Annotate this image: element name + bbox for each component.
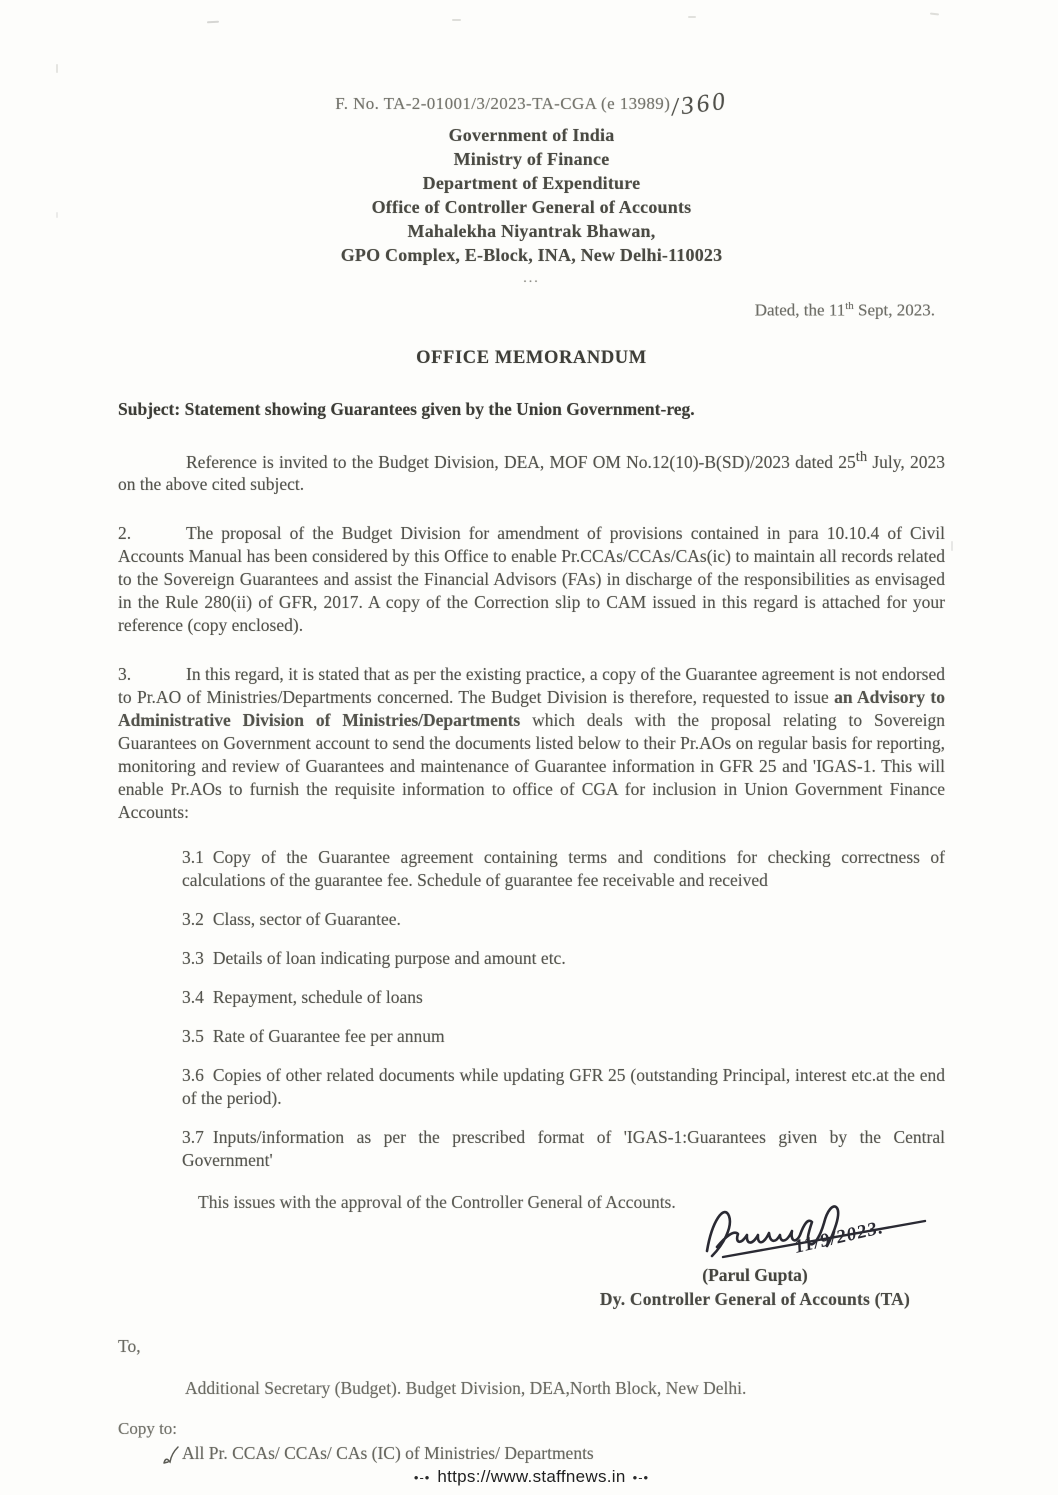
subject-line: Subject: Statement showing Guarantees given by the Union Government-reg. [118, 398, 695, 419]
paragraph-2-number: 2. [118, 523, 132, 544]
doc-title: OFFICE MEMORANDUM [416, 347, 647, 368]
date-prefix: Dated, the 11 [754, 300, 846, 320]
list-item [182, 846, 945, 892]
org-line-government: Government of India [448, 125, 615, 145]
copy-recipient-line [162, 1442, 945, 1465]
org-line-department: Department of Expenditure [422, 173, 641, 193]
list-item [182, 986, 945, 1009]
closing-line: This issues with the approval of the Controller General of Accounts. [198, 1192, 676, 1213]
list-item [182, 1025, 945, 1048]
to-label: To, [118, 1336, 141, 1357]
list-item-number: 3.7 [182, 1127, 204, 1148]
scan-artifact [56, 212, 58, 218]
list-item-text: Rate of Guarantee fee per annum [212, 1026, 445, 1047]
watermark-left-decor: •-• [413, 1470, 431, 1486]
ordinal-suffix: th [855, 448, 868, 465]
handwritten-file-suffix: /360 [670, 87, 730, 122]
recipient-line: Additional Secretary (Budget). Budget Division, DEA,North Block, New Delhi. [185, 1378, 747, 1399]
paragraph-2 [118, 522, 945, 637]
list-item-number: 3.2 [182, 909, 204, 930]
date-line [118, 300, 945, 321]
list-item-text: Class, sector of Guarantee. [212, 909, 401, 930]
list-item-number: 3.6 [182, 1065, 204, 1086]
list-item-text: Repayment, schedule of loans [212, 987, 423, 1008]
handwritten-signature-icon [693, 1191, 943, 1263]
list-item [182, 1126, 945, 1172]
watermark-url: https://www.staffnews.in [437, 1467, 626, 1487]
scan-artifact [452, 19, 461, 21]
list-item-number: 3.4 [182, 987, 204, 1008]
list-item-text: Inputs/information as per the prescribed format of 'IGAS-1:Guarantees given by the Central Government' [182, 1127, 945, 1171]
scan-artifact [951, 541, 953, 551]
scan-artifact [56, 64, 58, 73]
ordinal-suffix: th [845, 300, 854, 312]
list-item-number: 3.1 [182, 847, 204, 868]
paragraph-2-text: The proposal of the Budget Division for amendment of provisions contained in para 10.10.4 of Civil Accounts Manual has been considered by this Office to enable Pr.CCAs/CCAs/CAs(ic) to maintain all records related to the Sovereign Guarantees and assist the Financial Advisors (FAs) in discharge of the responsibilities as envisaged in the Rule 280(ii) of GFR, 2017. A copy of the Correction slip to CAM issued in this regard is attached for your reference (copy enclosed). [118, 523, 945, 636]
copy-to-label: Copy to: [118, 1419, 178, 1439]
signatory-designation: Dy. Controller General of Accounts (TA) [599, 1289, 911, 1310]
watermark [118, 1467, 945, 1487]
signatory-name: (Parul Gupta) [702, 1265, 808, 1286]
paragraph-3 [118, 663, 945, 824]
document-list [182, 846, 945, 1172]
list-item [182, 1064, 945, 1110]
org-line-ministry: Ministry of Finance [453, 149, 610, 169]
org-line-office: Office of Controller General of Accounts [371, 197, 692, 217]
date-suffix: Sept, 2023. [853, 300, 935, 320]
paragraph-3-text: In this regard, it is stated that as per the existing practice, a copy of the Guarantee agreement is not endorsed to Pr.AO of Ministries/Departments concerned. The Budget Division is therefore, requested to issue [118, 664, 945, 708]
list-item-number: 3.3 [182, 948, 204, 969]
copy-recipient-text: All Pr. CCAs/ CCAs/ CAs (IC) of Ministries/ Departments [182, 1443, 594, 1464]
handwritten-tick-icon [162, 1446, 179, 1465]
paragraph-3-bold-text: an Advisory to Administrative Division of Ministries/Departments [118, 687, 946, 731]
org-line-address: GPO Complex, E-Block, INA, New Delhi-110023 [340, 245, 723, 265]
file-number-line [118, 87, 945, 122]
paragraph-3-number: 3. [118, 664, 132, 685]
header-separator-dots: ... [523, 271, 540, 286]
list-item [182, 947, 945, 970]
paragraph-1 [118, 446, 945, 497]
organization-block [118, 123, 945, 267]
list-item-text: Copy of the Guarantee agreement containing terms and conditions for checking correctness of calculations of the guarantee fee. Schedule of guarantee fee receivable and received [182, 847, 945, 891]
handwritten-date: 11/9/2023. [792, 1217, 886, 1259]
paragraph-3-text-cont: which deals with the proposal relating to Sovereign Guarantees on Government account to send the documents listed below to their Pr.AOs on regular basis for reporting, monitoring and review of Guarantees and maintenance of Guarantee information in GFR 25 and 'IGAS-1. This will enable Pr.AOs to furnish the requisite information to office of CGA for inclusion in Union Government Finance Accounts: [118, 710, 945, 823]
letterhead [118, 88, 945, 285]
paragraph-1-text-cont: July, 2023 on the above cited subject. [118, 451, 945, 495]
list-item [182, 908, 945, 931]
list-item-text: Copies of other related documents while updating GFR 25 (outstanding Principal, interest etc.at the end of the period). [182, 1065, 945, 1109]
file-number: F. No. TA-2-01001/3/2023-TA-CGA (e 13989) [335, 94, 671, 113]
watermark-right-decor: •-• [632, 1470, 650, 1486]
list-item-number: 3.5 [182, 1026, 204, 1047]
scan-artifact [688, 16, 696, 18]
list-item-text: Details of loan indicating purpose and amount etc. [212, 948, 566, 969]
org-line-building: Mahalekha Niyantrak Bhawan, [407, 221, 656, 241]
paragraph-1-text: Reference is invited to the Budget Division, DEA, MOF OM No.12(10)-B(SD)/2023 dated 25 [186, 451, 856, 472]
